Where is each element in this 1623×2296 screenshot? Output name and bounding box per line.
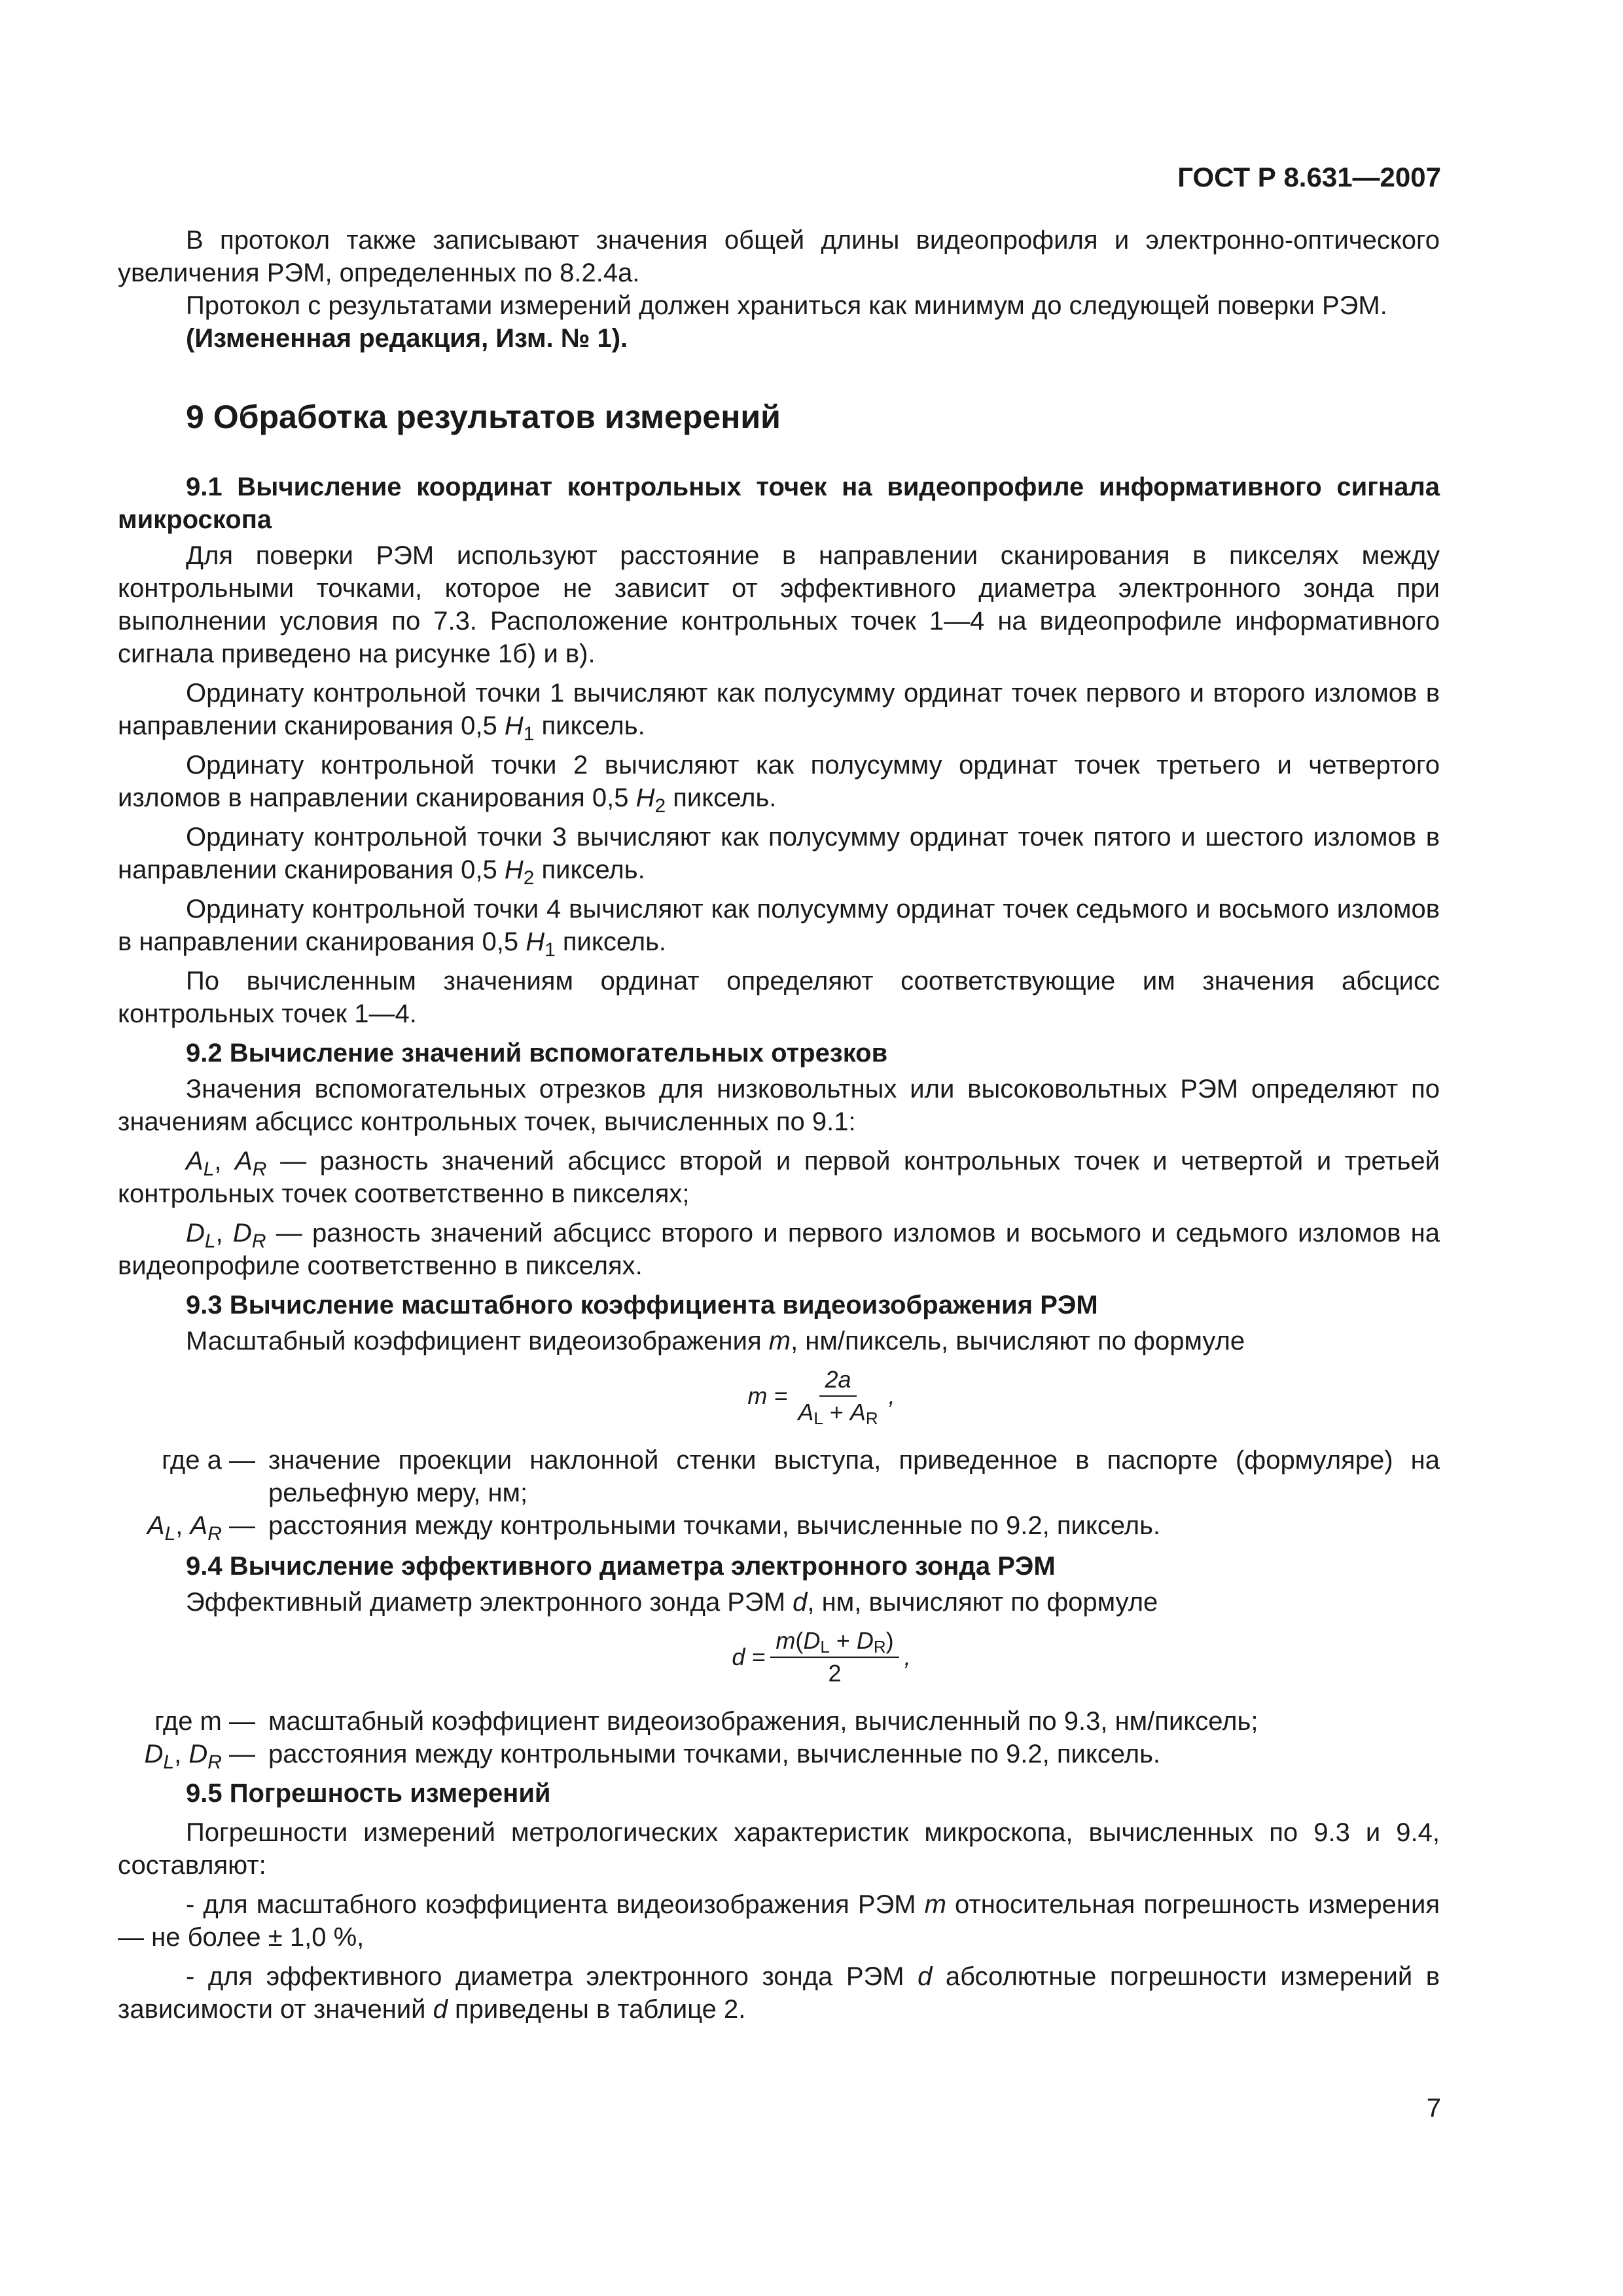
s95-bullet-1: - для масштабного коэффициента видеоизображения РЭМ m относительная погрешность измерения — не более ± 1,0 %, xyxy=(118,1890,1440,1952)
s92-definition-a: $A_L$, $A_R$ — разность значений абсцисс второй и первой контрольных точек и четвертой и третьей контрольных точек соответственно в пикселях; xyxy=(118,1147,1440,1208)
s91-paragraph-6: По вычисленным значениям ординат определяют соответствующие им значения абсцисс контрольных точек 1—4. xyxy=(118,967,1440,1028)
section-9-heading: 9 Обработка результатов измерений xyxy=(186,399,781,435)
where-description: расстояния между контрольными точками, вычисленные по 9.2, пиксель. xyxy=(268,1740,1161,1768)
formula-fraction xyxy=(770,1628,899,1687)
where-description: расстояния между контрольными точками, вычисленные по 9.2, пиксель. xyxy=(268,1511,1161,1540)
formula-numerator: $m(D_L + D_R)$ xyxy=(770,1628,899,1658)
subsection-9-2-heading: 9.2 Вычисление значений вспомогательных отрезков xyxy=(186,1039,888,1067)
formula-fraction xyxy=(793,1367,883,1426)
s93-where-ar xyxy=(118,1509,1440,1545)
subsection-9-5-heading: 9.5 Погрешность измерений xyxy=(186,1779,551,1808)
s91-paragraph-2: Ординату контрольной точки 1 вычисляют как полусумму ординат точек первого и второго изломов в направлении сканирования 0,5 $H_1$ пиксель. xyxy=(118,679,1440,745)
page-number: 7 xyxy=(1426,2094,1441,2123)
s91-paragraph-1: Для поверки РЭМ используют расстояние в направлении сканирования в пикселях между контрольными точками, которое не зависит от эффективного диаметра электронного зонда при выполнении условия по 7.3. Расположение контрольных точек 1—4 на видеопрофиле информативного сигнала приведено на рисунке 1б) и в). xyxy=(118,541,1440,668)
formula-denominator: $A_L + A_R$ xyxy=(798,1399,878,1428)
formula-denominator: 2 xyxy=(828,1660,842,1687)
amendment-note: (Измененная редакция, Изм. № 1). xyxy=(186,324,628,353)
where-description: значение проекции наклонной стенки выступа, приведенное в паспорте (формуляре) на рельефную меру, нм; xyxy=(268,1446,1440,1507)
s91-paragraph-3: Ординату контрольной точки 2 вычисляют как полусумму ординат точек третьего и четвертого изломов в направлении сканирования 0,5 $H_2$ пиксель. xyxy=(118,751,1440,817)
s95-paragraph-1: Погрешности измерений метрологических характеристик микроскопа, вычисленных по 9.3 и 9.4, составляют: xyxy=(118,1818,1440,1880)
where-description: масштабный коэффициент видеоизображения, вычисленный по 9.3, нм/пиксель; xyxy=(268,1707,1258,1736)
where-term: $A_L$, $A_R$ — xyxy=(147,1511,255,1545)
s92-definition-d: $D_L$, $D_R$ — разность значений абсцисс второго и первого изломов и восьмого и седьмого изломов на видеопрофиле соответственно в пикселях. xyxy=(118,1219,1440,1280)
formula-probe-diameter: d = $\frac{m(D_L + D_R)}{2}$ , xyxy=(732,1627,911,1687)
s93-where-a xyxy=(118,1444,1440,1509)
s94-where-m xyxy=(118,1705,1440,1738)
formula-scale-factor: m = $\frac{2a}{A_L + A_R}$ , xyxy=(747,1366,895,1428)
s91-paragraph-5: Ординату контрольной точки 4 вычисляют как полусумму ординат точек седьмого и восьмого изломов в направлении сканирования 0,5 $H_1$ пиксель. xyxy=(118,895,1440,961)
intro-paragraph-1: В протокол также записывают значения общей длины видеопрофиля и электронно-оптического увеличения РЭМ, определенных по 8.2.4а. xyxy=(118,226,1440,287)
s93-paragraph-1: Масштабный коэффициент видеоизображения m, нм/пиксель, вычисляют по формуле xyxy=(186,1327,1245,1355)
formula-lhs: m = xyxy=(747,1382,788,1409)
s94-where-dr xyxy=(118,1738,1440,1773)
subsection-9-4-heading: 9.4 Вычисление эффективного диаметра электронного зонда РЭМ xyxy=(186,1552,1056,1581)
where-term: где a — xyxy=(162,1446,255,1475)
standard-header: ГОСТ Р 8.631—2007 xyxy=(1177,162,1441,192)
s91-paragraph-4: Ординату контрольной точки 3 вычисляют как полусумму ординат точек пятого и шестого изломов в направлении сканирования 0,5 $H_2$ пиксель. xyxy=(118,823,1440,889)
where-term: $D_L$, $D_R$ — xyxy=(144,1740,255,1773)
subsection-9-1-heading: 9.1 Вычисление координат контрольных точек на видеопрофиле информативного сигнала микроскопа xyxy=(118,473,1440,534)
s94-paragraph-1: Эффективный диаметр электронного зонда РЭМ d, нм, вычисляют по формуле xyxy=(186,1588,1158,1617)
formula-numerator: 2a xyxy=(819,1367,856,1397)
intro-paragraph-2: Протокол с результатами измерений должен храниться как минимум до следующей поверки РЭМ. xyxy=(186,291,1387,320)
page-body xyxy=(118,224,1440,2026)
subsection-9-3-heading: 9.3 Вычисление масштабного коэффициента видеоизображения РЭМ xyxy=(186,1291,1098,1319)
s95-bullet-2: - для эффективного диаметра электронного зонда РЭМ d абсолютные погрешности измерений в зависимости от значений d приведены в таблице 2. xyxy=(118,1962,1440,2024)
s92-paragraph-1: Значения вспомогательных отрезков для низковольтных или высоковольтных РЭМ определяют по значениям абсцисс контрольных точек, вычисленных по 9.1: xyxy=(118,1075,1440,1136)
formula-lhs: d = xyxy=(732,1643,766,1670)
where-term: где m — xyxy=(154,1707,255,1736)
